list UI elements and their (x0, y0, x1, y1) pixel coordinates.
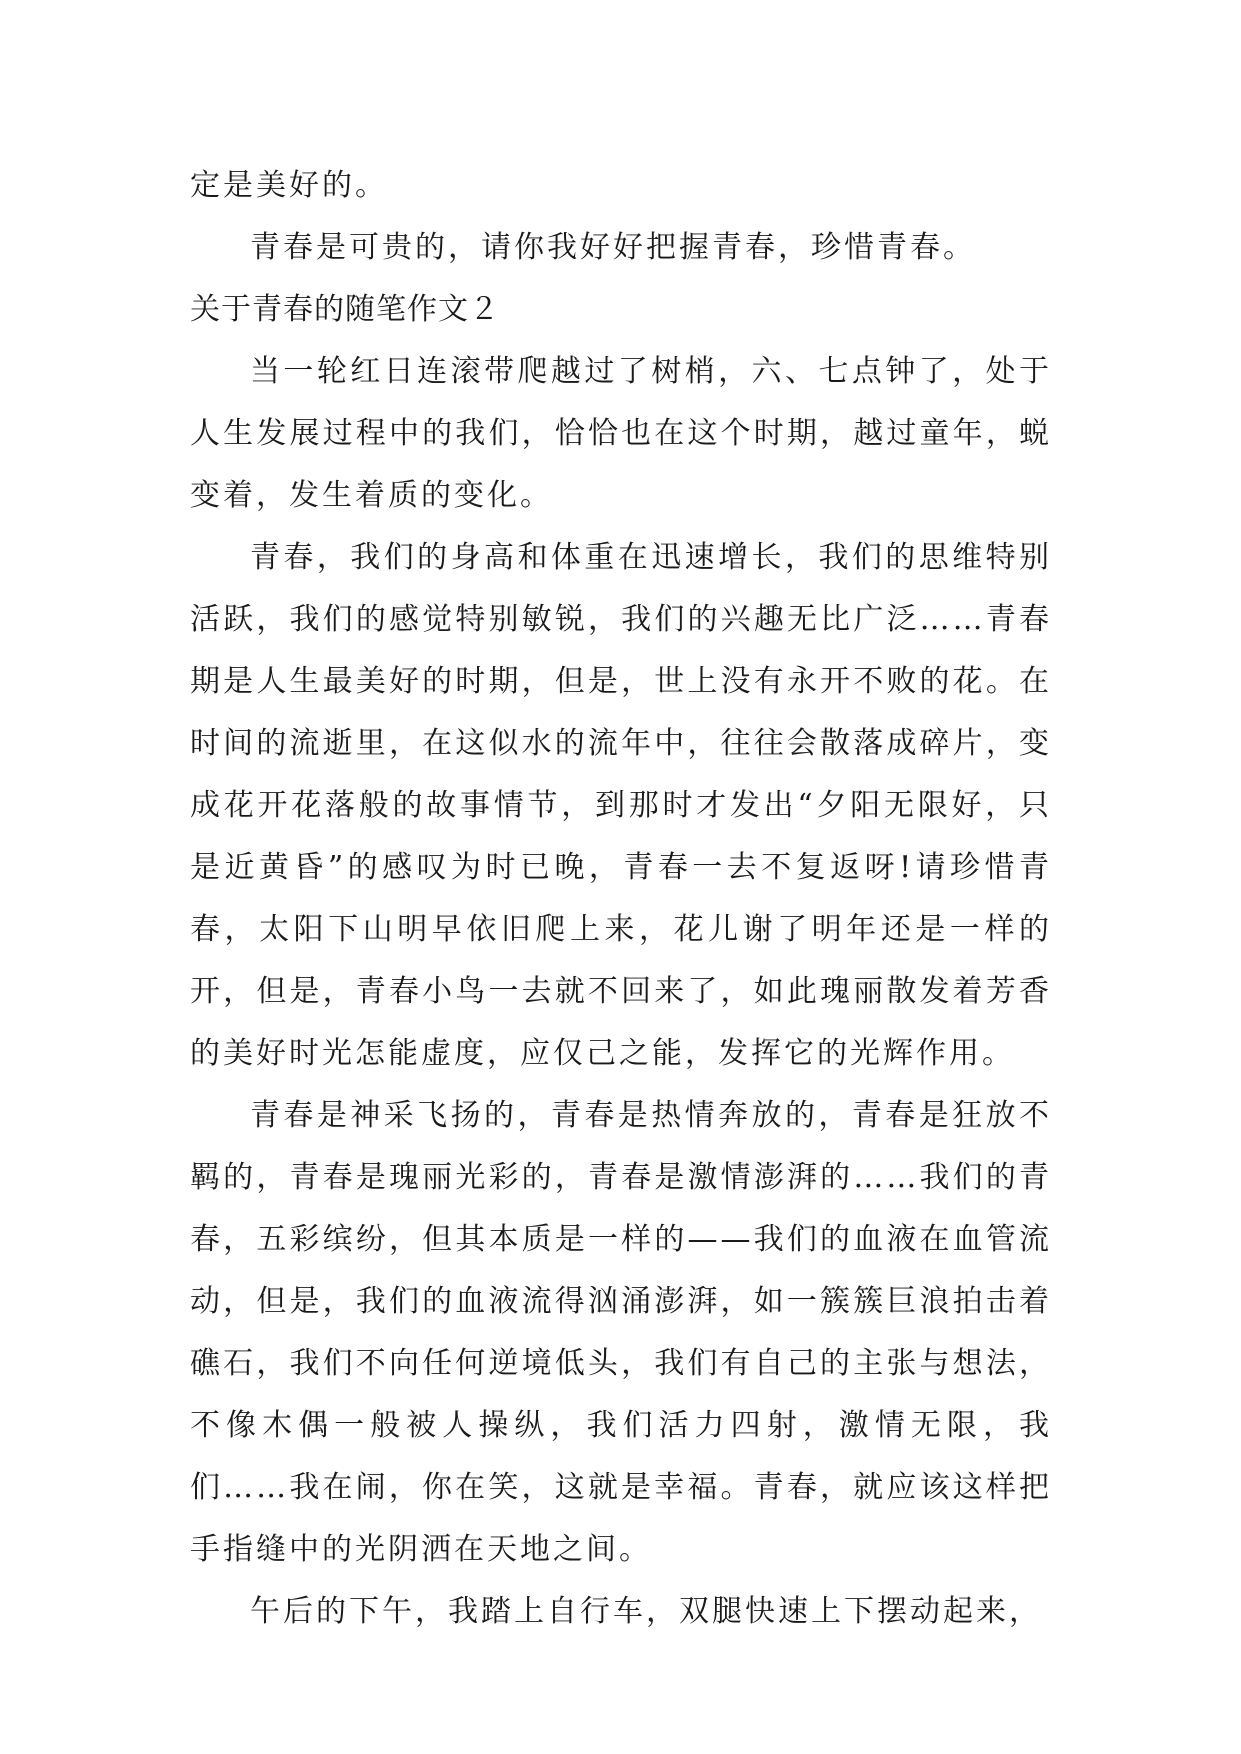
paragraph: 当一轮红日连滚带爬越过了树梢，六、七点钟了，处于人生发展过程中的我们，恰恰也在这个时期，越过童年，蜕变着，发生着质的变化。 (190, 354, 1052, 513)
section-heading: 关于青春的随笔作文２ (190, 292, 500, 327)
paragraph: 青春是可贵的，请你我好好把握青春，珍惜青春。 (250, 230, 976, 265)
paragraph: 定是美好的。 (190, 168, 388, 203)
paragraph: 青春，我们的身高和体重在迅速增长，我们的思维特别活跃，我们的感觉特别敏锐，我们的兴趣无比广泛……青春期是人生最美好的时期，但是，世上没有永开不败的花。在时间的流逝里，在这似水的流年中，往往会散落成碎片，变成花开花落般的故事情节，到那时才发出“夕阳无限好，只是近黄昏”的感叹为时已晚，青春一去不复返呀!请珍惜青春，太阳下山明早依旧爬上来，花儿谢了明年还是一样的开，但是，青春小鸟一去就不回来了，如此瑰丽散发着芳香的美好时光怎能虚度，应仅己之能，发挥它的光辉作用。 (190, 540, 1052, 1071)
paragraph: 午后的下午，我踏上自行车，双腿快速上下摆动起来， (250, 1594, 1042, 1629)
document-body (190, 155, 1052, 1643)
paragraph: 青春是神采飞扬的，青春是热情奔放的，青春是狂放不羁的，青春是瑰丽光彩的，青春是激情澎湃的……我们的青春，五彩缤纷，但其本质是一样的——我们的血液在血管流动，但是，我们的血液流得汹涌澎湃，如一簇簇巨浪拍击着礁石，我们不向任何逆境低头，我们有自己的主张与想法，不像木偶一般被人操纵，我们活力四射，激情无限，我们……我在闹，你在笑，这就是幸福。青春，就应该这样把手指缝中的光阴洒在天地之间。 (190, 1098, 1052, 1567)
